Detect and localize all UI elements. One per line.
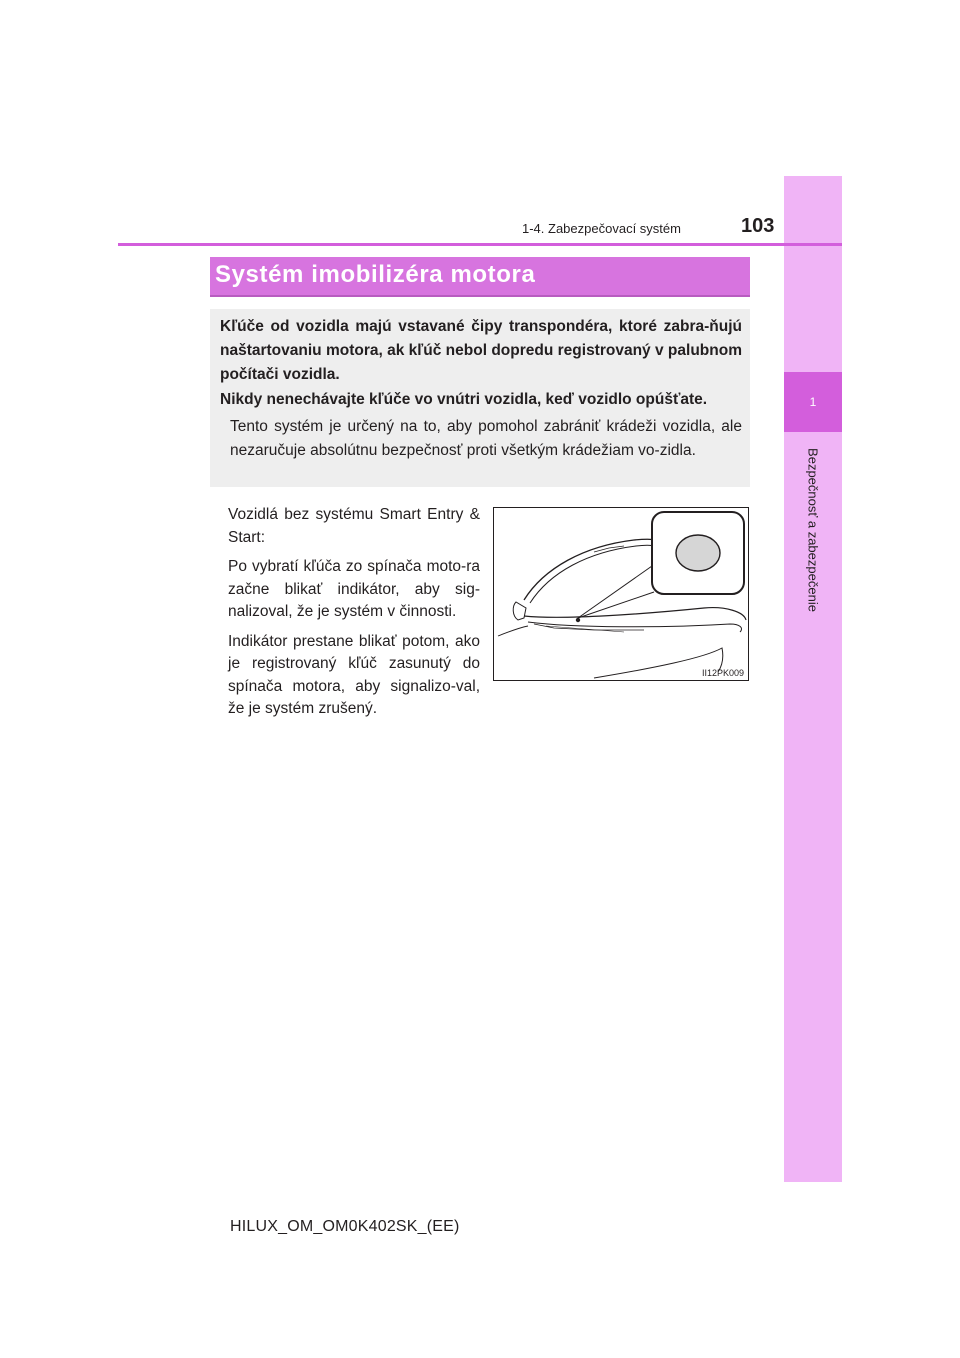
info-note: Tento systém je určený na to, aby pomohol zabrániť krádeži vozidla, ale nezaručuje absolútnu bezpečnosť proti všetkým krádežiam vo-zidla. <box>230 418 742 459</box>
body-paragraph-1: Vozidlá bez systému Smart Entry & Start: <box>228 506 480 546</box>
header-divider <box>118 243 842 246</box>
info-box <box>210 309 750 487</box>
section-title-bar <box>210 257 750 297</box>
dashboard-illustration <box>494 508 748 680</box>
section-title: Systém imobilizéra motora <box>215 261 536 288</box>
body-paragraph-2: Po vybratí kľúča zo spínača moto-ra začne blikať indikátor, aby sig-nalizoval, že je systém v činnosti. <box>228 558 480 620</box>
body-paragraph-3: Indikátor prestane blikať potom, ako je registrovaný kľúč zasunutý do spínača motora, aby signalizo-val, že je systém zrušený. <box>228 632 480 717</box>
header-section-title: 1-4. Zabezpečovací systém <box>522 221 681 236</box>
side-tab <box>784 176 842 1182</box>
info-intro: Kľúče od vozidla majú vstavané čipy transpondéra, ktoré zabra-ňujú naštartovaniu motora, ak kľúč nebol dopredu registrovaný v palubnom počítači vozidla. <box>220 318 742 383</box>
footer-document-id: HILUX_OM_OM0K402SK_(EE) <box>230 1218 460 1235</box>
info-warning: Nikdy nenechávajte kľúče vo vnútri vozidla, keď vozidlo opúšťate. <box>220 391 708 408</box>
body-text <box>228 504 480 728</box>
side-tab-number: 1 <box>809 395 817 409</box>
figure-code: II12PK009 <box>701 668 744 678</box>
page-number: 103 <box>741 215 775 237</box>
side-tab-label: Bezpečnosť a zabezpečenie <box>805 448 821 612</box>
dashboard-indicator-figure <box>493 507 749 681</box>
